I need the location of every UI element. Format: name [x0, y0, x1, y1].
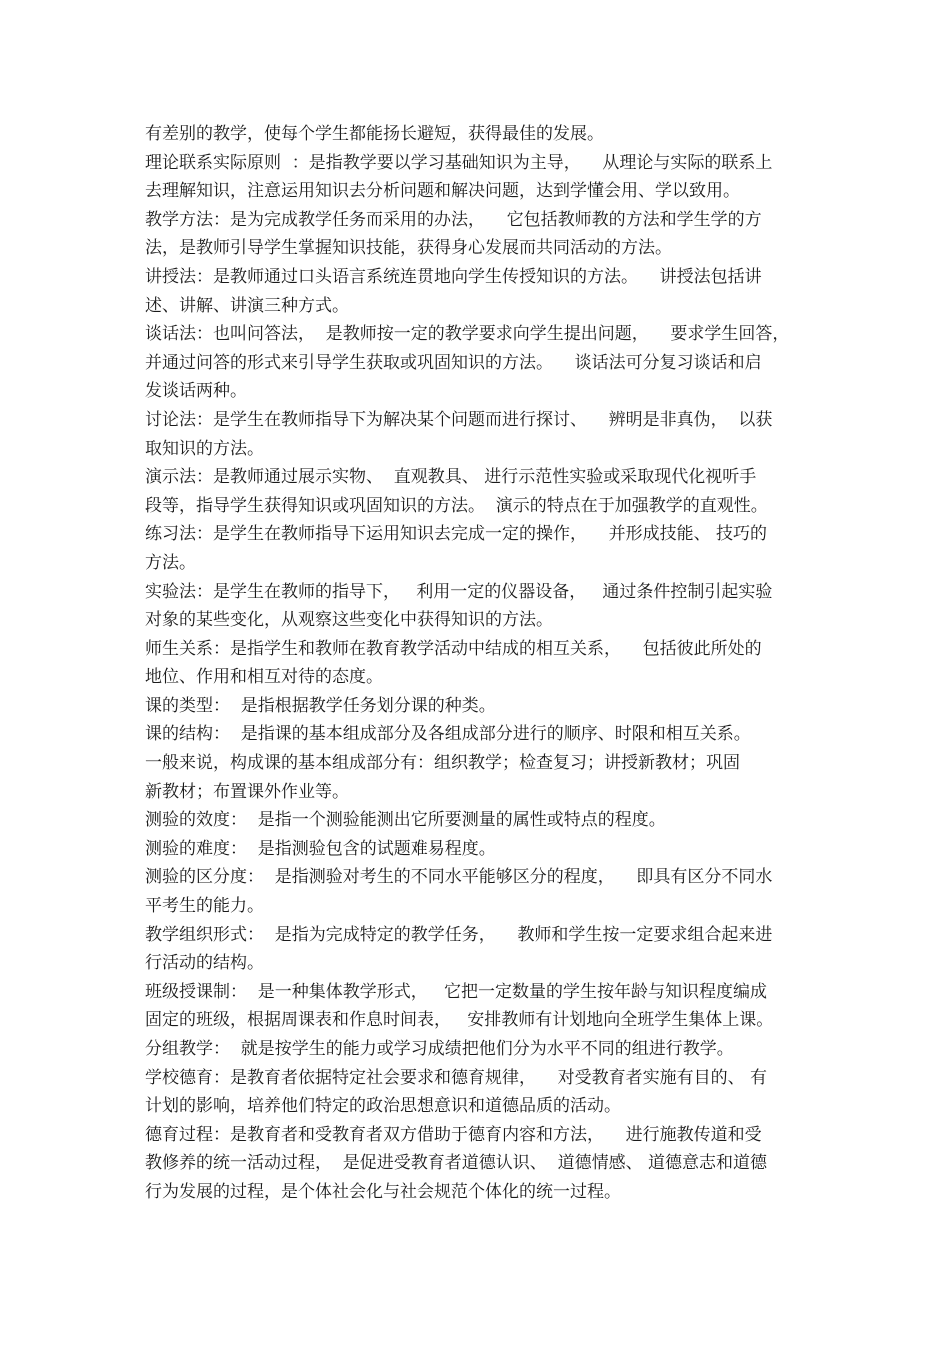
- text-line: 德育过程：是教育者和受教育者双方借助于德育内容和方法， 进行施教传道和受: [145, 1124, 762, 1145]
- text-line: 固定的班级，根据周课表和作息时间表， 安排教师有计划地向全班学生集体上课。: [145, 1010, 774, 1031]
- text-line: 课的结构： 是指课的基本组成部分及各组成部分进行的顺序、时限和相互关系。: [145, 724, 751, 745]
- text-line: 班级授课制： 是一种集体教学形式， 它把一定数量的学生按年龄与知识程度编成: [145, 981, 768, 1002]
- text-line: 地位、作用和相互对待的态度。: [145, 667, 383, 688]
- text-line: 一般来说，构成课的基本组成部分有：组织教学；检查复习；讲授新教材；巩固: [145, 753, 740, 774]
- text-line: 课的类型： 是指根据教学任务划分课的种类。: [145, 695, 496, 716]
- text-line: 教学方法：是为完成教学任务而采用的办法， 它包括教师教的方法和学生学的方: [145, 209, 762, 230]
- text-line: 行活动的结构。: [145, 953, 264, 974]
- text-line: 演示法：是教师通过展示实物、 直观教具、 进行示范性实验或采取现代化视听手: [145, 467, 757, 488]
- text-line: 讲授法：是教师通过口头语言系统连贯地向学生传授知识的方法。 讲授法包括讲: [145, 266, 762, 287]
- text-line: 测验的区分度： 是指测验对考生的不同水平能够区分的程度， 即具有区分不同水: [145, 867, 773, 888]
- text-line: 学校德育：是教育者依据特定社会要求和德育规律， 对受教育者实施有目的、 有: [145, 1067, 768, 1088]
- text-line: 教修养的统一活动过程， 是促进受教育者道德认识、 道德情感、 道德意志和道德: [145, 1153, 768, 1174]
- text-line: 分组教学： 就是按学生的能力或学习成绩把他们分为水平不同的组进行教学。: [145, 1039, 734, 1059]
- text-line: 段等，指导学生获得知识或巩固知识的方法。 演示的特点在于加强教学的直观性。: [145, 495, 768, 516]
- text-line: 方法。: [145, 552, 196, 573]
- text-line: 实验法：是学生在教师的指导下， 利用一定的仪器设备， 通过条件控制引起实验: [145, 581, 773, 602]
- text-line: 师生关系：是指学生和教师在教育教学活动中结成的相互关系， 包括彼此所处的: [145, 638, 762, 659]
- text-line: 测验的效度： 是指一个测验能测出它所要测量的属性或特点的程度。: [145, 810, 666, 831]
- text-line: 有差别的教学，使每个学生都能扬长避短，获得最佳的发展。: [145, 124, 604, 144]
- text-line: 计划的影响，培养他们特定的政治思想意识和道德品质的活动。: [145, 1096, 621, 1117]
- text-line: 理论联系实际原则 ：是指教学要以学习基础知识为主导， 从理论与实际的联系上: [145, 152, 773, 173]
- text-line: 取知识的方法。: [145, 438, 264, 459]
- text-line: 述、讲解、讲演三种方式。: [145, 295, 349, 316]
- text-line: 新教材；布置课外作业等。: [145, 781, 349, 802]
- text-line: 并通过问答的形式来引导学生获取或巩固知识的方法。 谈话法可分复习谈话和启: [145, 352, 762, 373]
- text-line: 平考生的能力。: [145, 896, 264, 917]
- text-line: 练习法：是学生在教师指导下运用知识去完成一定的操作， 并形成技能、 技巧的: [145, 524, 768, 545]
- body-text: [145, 120, 810, 1207]
- text-line: 法，是教师引导学生掌握知识技能，获得身心发展而共同活动的方法。: [145, 238, 672, 259]
- text-line: 测验的难度： 是指测验包含的试题难易程度。: [145, 838, 496, 859]
- text-line: 讨论法：是学生在教师指导下为解决某个问题而进行探讨、 辨明是非真伪， 以获: [145, 409, 773, 430]
- text-line: 谈话法：也叫问答法， 是教师按一定的教学要求向学生提出问题， 要求学生回答，: [145, 324, 790, 345]
- text-line: 教学组织形式： 是指为完成特定的教学任务， 教师和学生按一定要求组合起来进: [145, 924, 773, 945]
- text-line: 行为发展的过程，是个体社会化与社会规范个体化的统一过程。: [145, 1181, 621, 1202]
- text-line: 对象的某些变化，从观察这些变化中获得知识的方法。: [145, 610, 553, 631]
- text-line: 去理解知识，注意运用知识去分析问题和解决问题，达到学懂会用、学以致用。: [145, 181, 740, 202]
- text-line: 发谈话两种。: [145, 381, 247, 402]
